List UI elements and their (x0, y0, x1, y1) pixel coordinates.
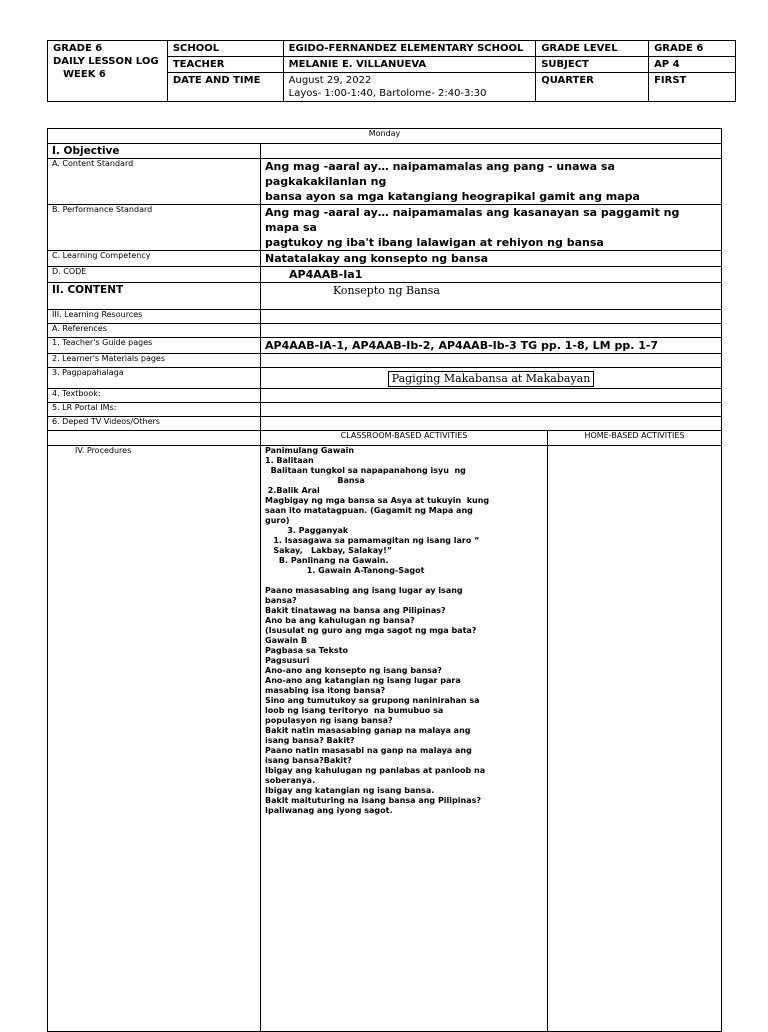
procedure-line: (Isusulat ng guro ang mga sagot ng mga bata? (265, 626, 477, 635)
procedure-line: Ano-ano ang konsepto ng isang bansa? (265, 666, 442, 675)
references-value (261, 324, 722, 338)
procedure-line: B. Panlinang na Gawain. (265, 556, 389, 565)
home-procedures (548, 446, 722, 1032)
procedure-line: Bansa (265, 476, 365, 485)
lesson-plan-table (47, 128, 722, 1032)
textbook-label: 4. Textbook: (48, 389, 261, 403)
procedure-line: 2.Balik Aral (265, 486, 320, 495)
content-value: Konsepto ng Bansa (333, 284, 440, 297)
lr-portal-label: 5. LR Portal IMs: (48, 403, 261, 417)
competency-label: C. Learning Competency (48, 251, 261, 267)
procedure-line: Balitaan tungkol sa napapanahong isyu ng (265, 466, 466, 475)
procedure-line: Gawain B (265, 636, 308, 645)
content-standard-value (261, 159, 722, 205)
lr-portal-value (261, 403, 722, 417)
lm-pages-value (261, 354, 722, 368)
grade-level-label: GRADE LEVEL (536, 41, 649, 57)
procedure-line: 1. Isasagawa sa pamamagitan ng isang laro “ (265, 536, 480, 545)
date-label: DATE AND TIME (167, 73, 283, 102)
procedure-line: isang bansa?Bakit? (265, 756, 352, 765)
values-label: 3. Pagpapahalaga (48, 368, 261, 389)
code-value: AP4AAB-Ia1 (261, 267, 722, 283)
procedure-line: 1. Balitaan (265, 456, 314, 465)
tg-pages-label: 1. Teacher's Guide pages (48, 338, 261, 354)
competency-value: Natatalakay ang konsepto ng bansa (261, 251, 722, 267)
procedure-line: Ibigay ang katangian ng isang bansa. (265, 786, 435, 795)
performance-standard-line: Ang mag -aaral ay… naipamamalas ang kasanayan sa paggamit ng mapa sa (265, 206, 680, 234)
subject-value: AP 4 (649, 57, 736, 73)
activities-blank (48, 431, 261, 446)
procedure-line: Bakit natin masasabing ganap na malaya ang (265, 726, 471, 735)
grade-level-value: GRADE 6 (649, 41, 736, 57)
procedure-line: Paano masasabing ang isang lugar ay isang (265, 586, 463, 595)
content-standard-line: Ang mag -aaral ay… naipamamalas ang pang - unawa sa pagkakakilanlan ng (265, 160, 615, 188)
lesson-log-header (47, 40, 736, 102)
objective-label: I. Objective (48, 144, 261, 159)
procedure-line: Panimulang Gawain (265, 446, 355, 455)
week-line: WEEK 6 (63, 69, 106, 80)
procedure-line: Pagsusuri (265, 656, 310, 665)
quarter-label: QUARTER (536, 73, 649, 102)
performance-standard-line: pagtukoy ng iba't ibang lalawigan at rehiyon ng bansa (265, 236, 604, 249)
procedure-line: saan ito matatagpuan. (Gagamit ng Mapa ang (265, 506, 473, 515)
procedure-line: Sino ang tumutukoy sa grupong naninirahan sa (265, 696, 480, 705)
log-title-line: DAILY LESSON LOG (53, 56, 159, 67)
values-value-cell (261, 368, 722, 389)
performance-standard-value (261, 205, 722, 251)
home-activities-header: HOME-BASED ACTIVITIES (548, 431, 722, 446)
textbook-value (261, 389, 722, 403)
date-time-value (283, 73, 536, 102)
procedure-line: Sakay, Lakbay, Salakay!” (265, 546, 392, 555)
teacher-label: TEACHER (167, 57, 283, 73)
procedure-line: Pagbasa sa Teksto (265, 646, 349, 655)
procedure-line: 1. Gawain A-Tanong-Sagot (265, 566, 425, 575)
content-value-cell (261, 283, 722, 310)
procedure-line: loob ng isang teritoryo na bumubuo sa (265, 706, 444, 715)
objective-value (261, 144, 722, 159)
performance-standard-label: B. Performance Standard (48, 205, 261, 251)
procedure-line: Ano-ano ang katangian ng isang lugar para (265, 676, 461, 685)
deped-tv-value (261, 417, 722, 431)
classroom-procedures (261, 446, 548, 1032)
procedure-line: Ibigay ang kahulugan ng panlabas at panloob na (265, 766, 486, 775)
content-standard-label: A. Content Standard (48, 159, 261, 205)
day-heading: Monday (48, 129, 722, 144)
procedure-line: Bakit maituturing na isang bansa ang Pilipinas? (265, 796, 481, 805)
procedure-line: 3. Pagganyak (265, 526, 349, 535)
procedure-line: populasyon ng isang bansa? (265, 716, 393, 725)
grade-line: GRADE 6 (53, 43, 103, 54)
code-label: D. CODE (48, 267, 261, 283)
procedures-label: IV. Procedures (48, 446, 261, 1032)
school-value: EGIDO-FERNANDEZ ELEMENTARY SCHOOL (283, 41, 536, 57)
date-value: August 29, 2022 (288, 75, 372, 86)
procedure-line: Magbigay ng mga bansa sa Asya at tukuyin kung (265, 496, 490, 505)
content-label: II. CONTENT (48, 283, 261, 310)
resources-value (261, 310, 722, 324)
procedure-line: Paano natin masasabi na ganp na malaya ang (265, 746, 472, 755)
procedure-line (265, 576, 543, 586)
school-label: SCHOOL (167, 41, 283, 57)
procedure-line: isang bansa? Bakit? (265, 736, 355, 745)
procedure-line: Ipaliwanag ang iyong sagot. (265, 806, 393, 815)
resources-label: III. Learning Resources (48, 310, 261, 324)
teacher-value: MELANIE E. VILLANUEVA (283, 57, 536, 73)
procedure-line: Bakit tinatawag na bansa ang Pilipinas? (265, 606, 446, 615)
grade-week-cell (48, 41, 168, 102)
procedure-line: Ano ba ang kahulugan ng bansa? (265, 616, 415, 625)
procedure-line: masabing isa itong bansa? (265, 686, 386, 695)
values-value: Pagiging Makabansa at Makabayan (388, 371, 595, 387)
deped-tv-label: 6. Deped TV Videos/Others (48, 417, 261, 431)
tg-pages-value: AP4AAB-IA-1, AP4AAB-Ib-2, AP4AAB-Ib-3 TG pp. 1-8, LM pp. 1-7 (261, 338, 722, 354)
lm-pages-label: 2. Learner's Materials pages (48, 354, 261, 368)
content-standard-line: bansa ayon sa mga katangiang heograpikal gamit ang mapa (265, 190, 640, 203)
quarter-value: FIRST (649, 73, 736, 102)
references-label: A. References (48, 324, 261, 338)
classroom-activities-header: CLASSROOM-BASED ACTIVITIES (261, 431, 548, 446)
time-value: Layos- 1:00-1:40, Bartolome- 2:40-3:30 (288, 88, 487, 99)
subject-label: SUBJECT (536, 57, 649, 73)
procedure-line: bansa? (265, 596, 297, 605)
procedure-line: soberanya. (265, 776, 316, 785)
procedure-line: guro) (265, 516, 290, 525)
